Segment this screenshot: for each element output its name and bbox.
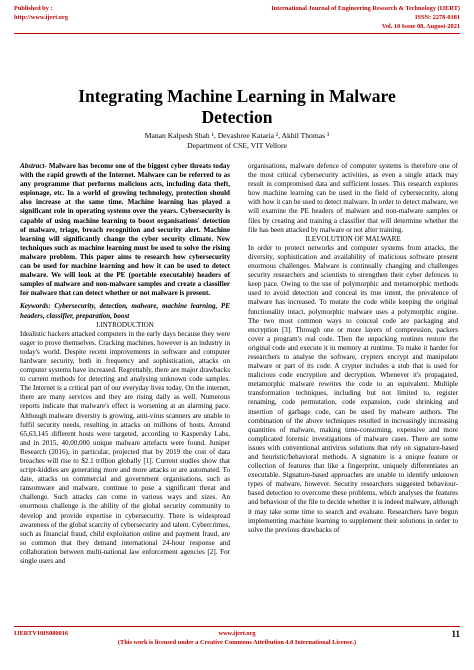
keywords-label: Keywords: bbox=[20, 302, 51, 311]
journal-url[interactable]: http://www.ijert.org bbox=[14, 14, 68, 21]
footer-rule bbox=[14, 626, 460, 627]
introduction-text: Idealistic hackers attacked computers in the early days because they were eager to prove themselves. Cracking machines, however is an industry in today's world. Despite recent improvements in software and computer hardware security, both in frequency and sophistication, attacks on computer systems have increased. Regrettably, there are major drawbacks to current methods for detecting and analysing unknown code samples. The Internet is a critical part of our everyday lives today. On the internet, there are many services and they are rising daily as well. Numerous reports indicate that malware's effect is worsening at an alarming pace. Although malware diversity is growing, anti-virus scanners are unable to fulfil security needs, resulting in attacks on millions of hosts. Around 65,63,145 different hosts were targeted, according to Kaspersky Labs, and in 2015, 40,00,000 unique malware artefacts were found. Juniper Research (2016), in particular, projected that by 2019 the cost of data breaches will rise to $2.1 trillion globally [1]. Current studies show that script-kiddies are generating more and more attacks or are automated. To date, attacks on commercial and government organisations, such as ransomware and malware, continue to pose a significant threat and challenge. Such attacks can come in various ways and sizes. An enormous challenge is the ability of the global security community to develop and provide expertise in cybersecurity. There is widespread awareness of the global scarcity of cybersecurity and talent. Cybercrimes, such as financial fraud, child exploitation online and payment fraud, are so common that they demand international 24-hour response and collaboration between multi-national law enforcement agencies [2]. For single users and bbox=[20, 329, 230, 566]
section-heading-introduction: I.INTRODUCTION bbox=[96, 320, 154, 329]
author-block bbox=[20, 131, 454, 151]
issn: ISSN: 2278-0181 bbox=[415, 14, 460, 21]
publisher-label: Published by : bbox=[14, 5, 53, 12]
journal-name: International Journal of Engineering Research & Technology (IJERT) bbox=[271, 5, 460, 12]
header-rule bbox=[14, 33, 460, 34]
right-column bbox=[248, 162, 458, 535]
author-names: Manan Kalpesh Shah ¹, Devashree Kataria ², Akhil Thomas ³ bbox=[144, 131, 330, 140]
evolution-text: In order to protect networks and computer systems from attacks, the diversity, sophistication and availability of malicious software present enormous challenges. Malware is continually changing and challenges security researchers and scientists to strengthen their cyber defences to keep pace. Owing to the use of polymorphic and metamorphic methods used to avoid detection and conceal its true intent, the prevalence of malware has increased. To mutate the code while keeping the original functionality intact, polymorphic malware uses a polymorphic engine. The two most common ways to conceal code are packaging and encryption [3]. Through one or more layers of compression, packers cover a program's real code. Then the unpacking routines restore the original code and execute it in memory at runtime. To make it harder for researchers to analyse the software, crypters encrypt and manipulate malware or part of its code. A crypter includes a stub that is used for malicious code encryption and decryption. Whenever it's propagated, metamorphic malware rewrites the code to an equivalent. Multiple transformation techniques, including but not limited to, register renaming, code permutation, code expansion, code shrinking and insertion of garbage code, can be used by malware authors. The combination of the above techniques resulted in increasingly increasing quantities of malware, making time-consuming, expensive and more complicated forensic investigations of malware cases. There are some issues with conventional antivirus solutions that rely on signature-based and heuristic/behavioral methods. A signature is a unique feature or collection of features that like a fingerprint, uniquely differentiates an executable. Signature-based approaches are unable to identify unknown types of malware, however. Security researchers suggested behaviour-based detection to overcome these problems, which analyses the features and behaviour of the file to decide whether it is indeed malware, although it may take some time to search and evaluate. Researchers have begun implementing machine learning to supplement their solutions in order to solve the previous drawbacks of bbox=[248, 243, 458, 534]
title-line-1: Integrating Machine Learning in Malware bbox=[78, 86, 396, 106]
volume-issue: Vol. 10 Issue 08, August-2021 bbox=[381, 23, 460, 30]
page-number: 11 bbox=[451, 629, 460, 639]
keywords bbox=[20, 302, 230, 320]
paper-id: IJERTV10IS080016 bbox=[14, 630, 69, 637]
abstract-text: Malware has become one of the biggest cyber threats today with the rapid growth of the Internet. Malware can be referred to as any programme that performs malicious acts, including data theft, espionage, etc. In a world of growing technology, protection should also increase at the same time. Machine learning has played a significant role in operating systems over the years. Cybersecurity is capable of using machine learning to boost organisations' detection of malware, triage, breach recognition and security alert. Machine learning will significantly change the cyber security climate. New techniques such as machine learning must be used to solve the rising malware problem. This paper aims to research how cybersecurity can be used for machine learning and how it can be used to detect malware. We will look at the PE (portable executable) headers of samples of malware and non-malware samples and create a classifier for malware that can detect whether or not malware is present. bbox=[20, 162, 230, 298]
license-note: (This work is licensed under a Creative Commons Attribution 4.0 International License.) bbox=[117, 639, 357, 646]
keywords-text: Cybersecurity, detection, malware, machine learning, PE headers, classifier, preparation, boost bbox=[20, 302, 230, 320]
page-header bbox=[14, 5, 460, 45]
footer-site[interactable]: www.ijert.org bbox=[218, 630, 256, 637]
title-line-2: Detection bbox=[201, 107, 273, 127]
affiliation: Department of CSE, VIT Vellore bbox=[187, 141, 287, 150]
right-paragraph-1: organisations, malware defence of computer systems is therefore one of the most critical cybersecurity activities, as even a single attack may result in compromised data and sufficient losses. This research explores how machine learning can be used in the field of cybersecurity, along with how it can be used to detect malware. In order to detect malware, we will examine the PE headers of malware and non-malware samples or files by creating and training a classifier that will determine whether the file has been attacked by malware or not after training. bbox=[248, 162, 458, 234]
paper-title bbox=[20, 86, 454, 128]
abstract-label: Abstract- bbox=[20, 162, 47, 170]
left-column bbox=[20, 162, 230, 566]
abstract bbox=[20, 162, 230, 298]
section-heading-evolution: II.EVOLUTION OF MALWARE bbox=[305, 234, 401, 243]
page-footer bbox=[14, 626, 460, 652]
